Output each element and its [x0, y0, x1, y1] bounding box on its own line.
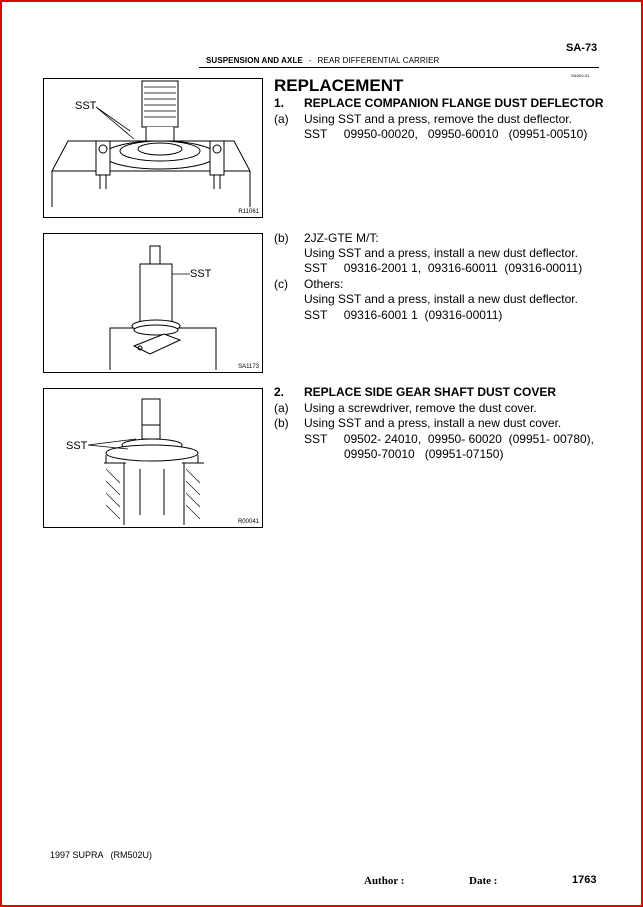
step-1c-number: (c) — [274, 277, 288, 291]
page-number: SA-73 — [566, 42, 598, 54]
step-2a-text: Using a screwdriver, remove the dust cover. — [304, 401, 537, 415]
figure-code: R00041 — [237, 519, 259, 525]
section1-title: REPLACE COMPANION FLANGE DUST DEFLECTOR — [304, 96, 604, 110]
step-2-sst-cont: 09950-70010 (09951-07150) — [344, 447, 504, 461]
illustration-press-puller — [44, 79, 262, 217]
step-1b-sst: SST 09316-2001 1, 09316-60011 (09316-00011) — [304, 261, 583, 275]
step-1b-number: (b) — [274, 231, 289, 245]
step-1a-text: Using SST and a press, remove the dust deflector. — [304, 112, 572, 126]
figure-install-dust-deflector — [43, 233, 263, 373]
section1-number: 1. — [274, 96, 285, 110]
model-code: 1997 SUPRA (RM502U) — [50, 850, 153, 860]
sst-label: SST — [66, 440, 88, 452]
figure-side-gear-dust-cover — [43, 388, 263, 528]
section-name: SUSPENSION AND AXLE — [206, 56, 303, 65]
subsection-name: REAR DIFFERENTIAL CARRIER — [317, 56, 440, 65]
step-2a-number: (a) — [274, 401, 289, 415]
illustration-press-installer — [44, 234, 262, 372]
header-rule — [199, 67, 599, 68]
section2-title: REPLACE SIDE GEAR SHAFT DUST COVER — [304, 385, 557, 399]
step-2b-number: (b) — [274, 416, 289, 430]
doc-id: SA0K0-01 — [571, 73, 590, 78]
author-label: Author : — [364, 875, 405, 887]
section-header — [206, 56, 439, 65]
step-2b-text: Using SST and a press, install a new dust cover. — [304, 416, 562, 430]
step-1c-text: Using SST and a press, install a new dust deflector. — [304, 292, 578, 306]
step-1a-number: (a) — [274, 112, 289, 126]
figure-remove-dust-deflector — [43, 78, 263, 218]
figure-code: SA1173 — [238, 364, 259, 370]
date-label: Date : — [469, 875, 498, 887]
header-separator: - — [308, 56, 312, 65]
page-title: REPLACEMENT — [274, 76, 404, 95]
footer-page-number: 1763 — [572, 874, 597, 886]
step-1c-sst: SST 09316-6001 1 (09316-00011) — [304, 308, 503, 322]
step-1a-sst: SST 09950-00020, 09950-60010 (09951-00510) — [304, 127, 588, 141]
step-2-sst: SST 09502- 24010, 09950- 60020 (09951- 00780), — [304, 432, 594, 446]
sst-label: SST — [190, 268, 212, 280]
sst-label: SST — [75, 100, 97, 112]
figure-code: R11061 — [238, 209, 259, 215]
section2-number: 2. — [274, 385, 285, 399]
step-1b-condition: 2JZ-GTE M/T: — [304, 231, 379, 245]
step-1c-condition: Others: — [304, 277, 344, 291]
step-1b-text: Using SST and a press, install a new dust deflector. — [304, 246, 578, 260]
illustration-dust-cover-press — [44, 389, 262, 527]
